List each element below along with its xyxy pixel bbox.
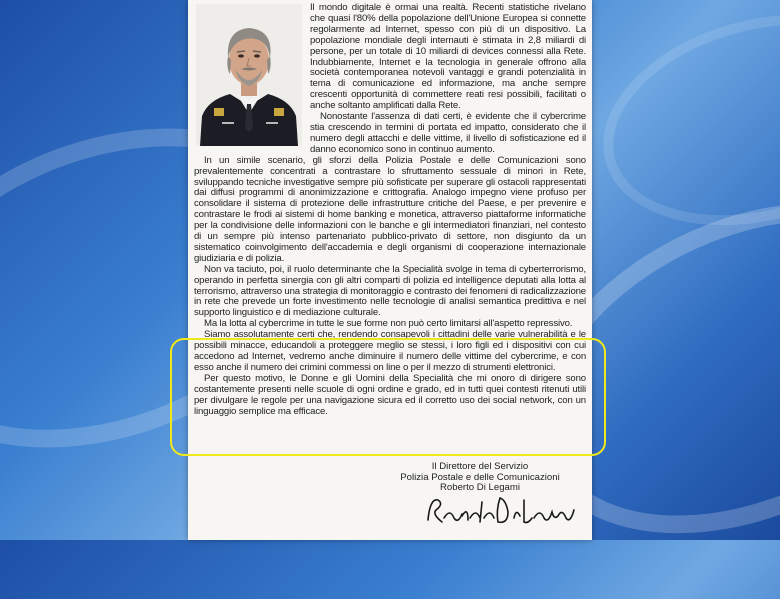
document-page — [188, 0, 592, 540]
signature-block — [380, 462, 580, 494]
paragraph: Il mondo digitale è ormai una realtà. Recenti statistiche rivelano che quasi l'80% della popolazione dell'Unione Europea si connette regolarmente ad Internet, spesso con più di un dispositivo. La popolazione mondiale degli internauti è stimata in 2,8 miliardi di persone, per un totale di 10 miliardi di devices connessi alla Rete. Indubbiamente, Internet e la tecnologia in generale offrono alla società contemporanea notevoli vantaggi e grandi potenzialità in tema di comunicazione ed informazione, ma anche sempre crescenti opportunità di commettere reati resi possibili, facilitati o anche soltanto amplificati dalla Rete. — [310, 2, 586, 112]
article-text — [194, 3, 586, 417]
background-swoosh — [580, 0, 780, 258]
paragraph: Per questo motivo, le Donne e gli Uomini della Specialità che mi onoro di dirigere sono costantemente presenti nelle scuole di ogni ordine e grado, ed in tutti quei contesti ritenuti utili per divulgare le regole per una navigazione sicura ed il corretto uso dei social network, con un linguaggio semplice ma efficace. — [194, 372, 586, 417]
paragraph: Ma la lotta al cybercrime in tutte le sue forme non può certo limitarsi all'aspetto repressivo. — [204, 318, 573, 330]
paragraph: Non va taciuto, poi, il ruolo determinante che la Specialità svolge in tema di cyberterrorismo, operando in perfetta sinergia con gli altri comparti di polizia ed intelligence deputati alla lotta al terrorismo, attraverso una strategia di monitoraggio e contrasto dei fenomeni di radicalizzazione in rete che prevede un forte investimento nelle tecnologie di analisi semantica predittiva e nel supporto linguistico e di mediazione culturale. — [194, 263, 586, 319]
handwritten-signature — [424, 490, 584, 530]
paragraph: In un simile scenario, gli sforzi della Polizia Postale e delle Comunicazioni sono prevalentemente concentrati a contrastare lo sfruttamento sessuale di minori in Rete, sviluppando tecniche investigative sempre più sofisticate per superare gli ostacoli rappresentati dai diffusi programmi di anonimizzazione e crittografia. Analogo impegno viene profuso per consolidare il sistema di protezione delle infrastrutture critiche del Paese, e per prevenire e contrastare le frodi ai sistemi di home banking e monetica, attraverso piattaforme informatiche per la condivisione delle informazioni con le banche e gli intermediatori finanziari, nel contesto di un sempre più intenso partenariato pubblico-privato di settore, non disgiunto da un sistematico coinvolgimento dell'accademia e degli organismi di cooperazione internazionale giudiziaria e di polizia. — [194, 154, 586, 264]
paragraph: Nonostante l'assenza di dati certi, è evidente che il cybercrime stia crescendo in termini di portata ed impatto, considerato che il numero degli attacchi e delle vittime, il livello di sofisticazione ed il danno economico sono in continuo aumento. — [310, 111, 586, 155]
signature-title: Il Direttore del Servizio — [431, 461, 529, 472]
paragraph: Siamo assolutamente certi che, rendendo consapevoli i cittadini delle varie vulnerabilità e le possibili minacce, educandoli a proteggere meglio se stessi, i loro figli ed i dispositivi con cui accedono ad Internet, vedremo anche diminuire il numero delle vittime del cybercrime, e con esso anche il numero dei crimini commessi on line o per il mezzo di strumenti elettronici. — [194, 329, 586, 373]
signature-name: Roberto Di Legami — [440, 482, 520, 494]
signature-department: Polizia Postale e delle Comunicazioni — [400, 471, 560, 483]
